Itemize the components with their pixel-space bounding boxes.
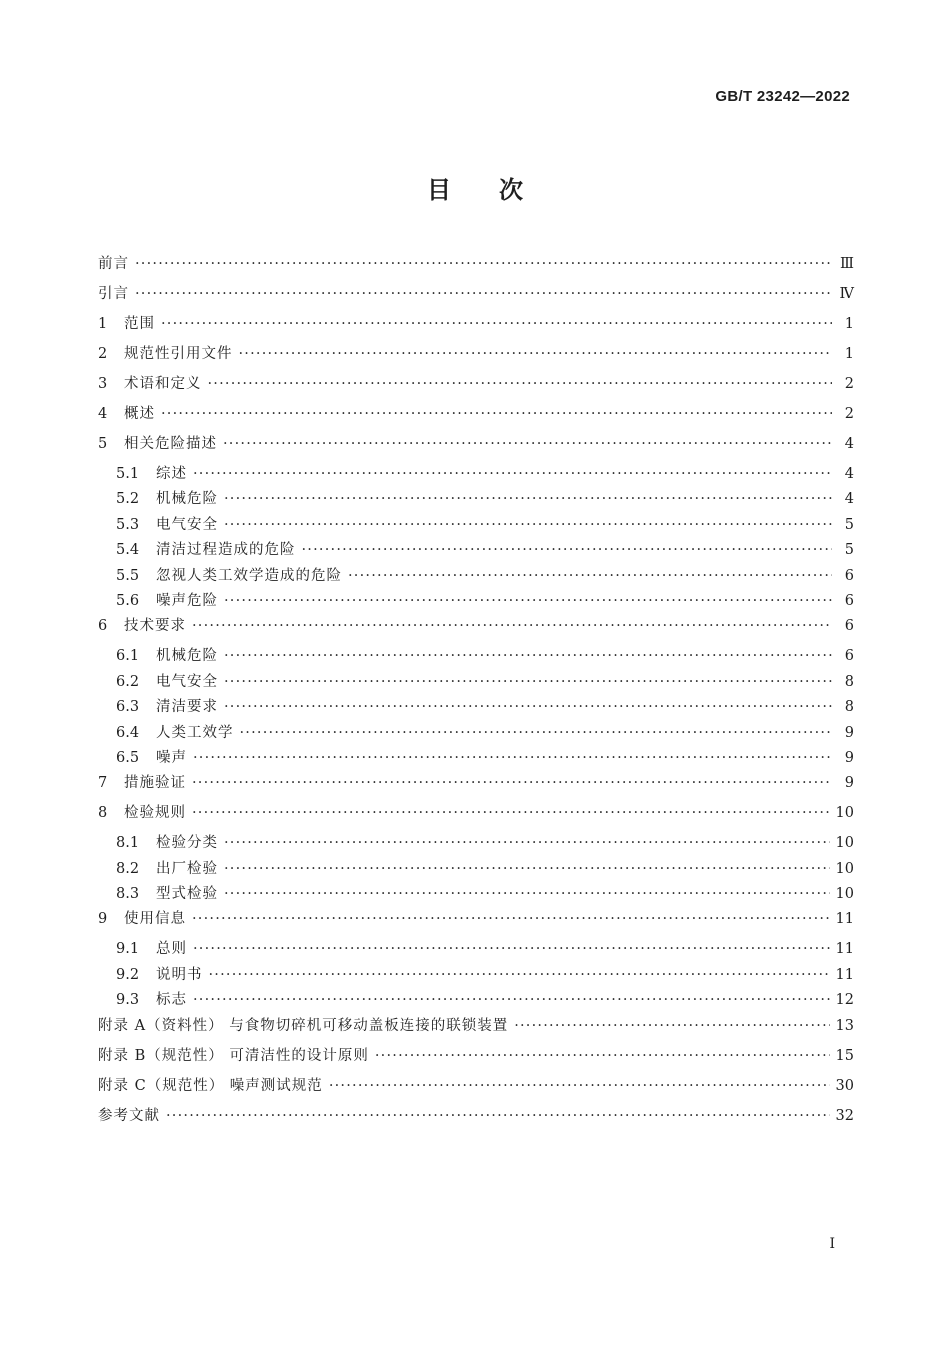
toc-entry-number: 9.1 [116,941,140,958]
toc-leader-dots [239,346,833,362]
toc-entry-number: 9.2 [116,966,140,983]
toc-entry-page: 4 [844,491,854,508]
toc-entry-label: 总则 [156,941,187,958]
standard-number: GB/T 23242—2022 [715,88,850,105]
toc-entry[interactable] [98,907,854,937]
toc-entry-label: 噪声危险 [156,592,218,609]
toc-entry-number: 9.3 [116,992,140,1009]
toc-entry-page: 13 [835,1017,854,1034]
toc-entry-label: 技术要求 [124,618,186,635]
toc-entry[interactable] [98,432,854,462]
toc-entry-label: 使用信息 [124,911,186,928]
toc-leader-dots [302,542,833,558]
toc-entry[interactable] [98,1104,854,1134]
toc-leader-dots [193,992,830,1008]
toc-entry-number: 6.4 [116,724,140,741]
toc-entry-label: 术语和定义 [124,376,202,392]
toc-entry-number: 3 [98,376,108,392]
toc-leader-dots [209,967,830,983]
table-of-contents [98,252,854,1134]
toc-entry-label: 引言 [98,286,129,302]
toc-leader-dots [240,725,833,741]
toc-entry-label: 概述 [124,406,155,422]
toc-entry-label: 机械危险 [156,648,218,665]
toc-entry-label: 综述 [156,466,187,482]
toc-entry-label: 相关危险描述 [124,436,217,452]
toc-entry-page: Ⅲ [840,256,854,272]
toc-entry[interactable] [98,746,854,771]
toc-entry-page: 5 [844,516,854,533]
toc-entry-page: 4 [844,466,854,482]
toc-leader-dots [192,805,830,821]
toc-entry-page: 12 [835,992,854,1009]
toc-entry-label: 机械危险 [156,491,218,508]
toc-entry[interactable] [98,342,854,372]
toc-leader-dots [224,861,830,877]
toc-entry-label: 人类工效学 [156,724,234,741]
toc-entry[interactable] [98,695,854,720]
toc-entry-number: 6.1 [116,648,140,665]
toc-leader-dots [193,941,830,957]
toc-entry-label: 清洁要求 [156,699,218,716]
toc-entry-number: 8.1 [116,835,140,852]
toc-entry-label: 忽视人类工效学造成的危险 [156,567,342,584]
toc-leader-dots [161,406,832,422]
toc-entry-page: 5 [844,542,854,559]
toc-entry[interactable] [98,963,854,988]
toc-entry-number: 8 [98,805,108,822]
toc-entry-page: 10 [835,805,854,822]
toc-entry[interactable] [98,282,854,312]
toc-leader-dots [224,699,832,715]
toc-leader-dots [192,775,832,791]
toc-entry-label: 清洁过程造成的危险 [156,542,296,559]
toc-entry-page: 11 [835,966,854,983]
toc-entry-label: 附录 B（规范性） 可清洁性的设计原则 [98,1047,369,1064]
toc-leader-dots [208,376,833,392]
toc-entry[interactable] [98,988,854,1013]
toc-entry[interactable] [98,538,854,563]
toc-entry-label: 电气安全 [156,516,218,533]
toc-leader-dots [192,618,832,634]
toc-entry[interactable] [98,644,854,669]
toc-entry-label: 措施验证 [124,775,186,792]
toc-entry[interactable] [98,937,854,962]
toc-entry-number: 4 [98,406,108,422]
toc-leader-dots [166,1108,830,1124]
toc-entry-label: 规范性引用文件 [124,346,233,362]
toc-entry-number: 8.3 [116,886,140,903]
toc-entry-number: 5.4 [116,542,140,559]
toc-entry[interactable] [98,372,854,402]
toc-entry-page: 1 [844,346,854,362]
toc-entry-number: 6 [98,618,108,635]
toc-entry-number: 5.5 [116,567,140,584]
toc-entry[interactable] [98,589,854,614]
toc-entry-number: 5.6 [116,592,140,609]
toc-entry-label: 附录 C（规范性） 噪声测试规范 [98,1077,323,1094]
toc-entry-page: 2 [844,406,854,422]
toc-entry[interactable] [98,312,854,342]
toc-entry-page: Ⅳ [839,286,854,302]
toc-entry-page: 6 [844,592,854,609]
toc-entry-label: 出厂检验 [156,860,218,877]
toc-entry-page: 6 [844,618,854,635]
toc-leader-dots [375,1048,830,1064]
toc-entry[interactable] [98,462,854,487]
toc-entry-page: 11 [835,911,854,928]
toc-entry-label: 参考文献 [98,1107,160,1124]
toc-entry-label: 范围 [124,316,155,332]
page-title: 目次 [427,176,571,204]
toc-entry[interactable] [98,882,854,907]
toc-entry[interactable] [98,857,854,882]
toc-leader-dots [193,750,832,766]
toc-entry[interactable] [98,670,854,695]
toc-entry-page: 10 [835,860,854,877]
toc-entry-number: 8.2 [116,860,140,877]
toc-entry-number: 1 [98,316,108,332]
toc-entry-label: 型式检验 [156,886,218,903]
toc-entry-number: 6.2 [116,673,140,690]
toc-leader-dots [223,436,832,452]
toc-entry-page: 30 [835,1077,854,1094]
toc-entry-number: 6.3 [116,699,140,716]
toc-entry[interactable] [98,1014,854,1044]
toc-entry-page: 8 [844,673,854,690]
toc-entry[interactable] [98,831,854,856]
page-number: I [829,1236,835,1252]
toc-entry-number: 5.2 [116,491,140,508]
toc-entry-label: 说明书 [156,966,203,983]
toc-entry-page: 2 [844,376,854,392]
toc-entry-label: 检验规则 [124,805,186,822]
toc-leader-dots [514,1018,829,1034]
toc-entry-number: 7 [98,775,108,792]
toc-entry-number: 5.3 [116,516,140,533]
toc-leader-dots [329,1078,830,1094]
toc-leader-dots [348,568,832,584]
toc-leader-dots [135,286,832,302]
toc-entry[interactable] [98,801,854,831]
toc-entry[interactable] [98,487,854,512]
toc-entry[interactable] [98,402,854,432]
toc-leader-dots [224,593,832,609]
toc-leader-dots [224,648,832,664]
toc-entry-page: 9 [844,749,854,766]
toc-entry-page: 10 [835,886,854,903]
toc-entry-number: 2 [98,346,108,362]
toc-entry-label: 附录 A（资料性） 与食物切碎机可移动盖板连接的联锁装置 [98,1017,509,1034]
toc-entry-label: 标志 [156,992,187,1009]
toc-entry-page: 8 [844,699,854,716]
toc-leader-dots [193,466,832,482]
toc-leader-dots [135,256,832,272]
toc-entry-page: 32 [835,1107,854,1124]
toc-entry-label: 噪声 [156,749,187,766]
toc-entry-label: 检验分类 [156,835,218,852]
toc-entry[interactable] [98,1044,854,1074]
toc-leader-dots [161,316,832,332]
toc-entry-page: 9 [844,775,854,792]
toc-entry-label: 电气安全 [156,673,218,690]
toc-leader-dots [192,911,830,927]
toc-leader-dots [224,517,832,533]
toc-entry-page: 9 [844,724,854,741]
toc-leader-dots [224,886,830,902]
toc-entry-page: 4 [844,436,854,452]
toc-entry[interactable] [98,771,854,801]
toc-leader-dots [224,674,832,690]
toc-entry[interactable] [98,513,854,538]
toc-entry-page: 10 [835,835,854,852]
toc-entry-page: 6 [844,567,854,584]
toc-entry-page: 1 [844,316,854,332]
toc-entry-label: 前言 [98,256,129,272]
toc-entry-page: 6 [844,648,854,665]
toc-entry-number: 5.1 [116,466,140,482]
toc-entry[interactable] [98,564,854,589]
toc-entry[interactable] [98,721,854,746]
toc-entry-page: 11 [835,941,854,958]
toc-entry[interactable] [98,252,854,282]
toc-entry[interactable] [98,1074,854,1104]
toc-entry-number: 5 [98,436,108,452]
toc-entry-page: 15 [835,1047,854,1064]
toc-entry-number: 6.5 [116,749,140,766]
toc-leader-dots [224,835,830,851]
toc-entry-number: 9 [98,911,108,928]
toc-entry[interactable] [98,614,854,644]
toc-leader-dots [224,491,832,507]
